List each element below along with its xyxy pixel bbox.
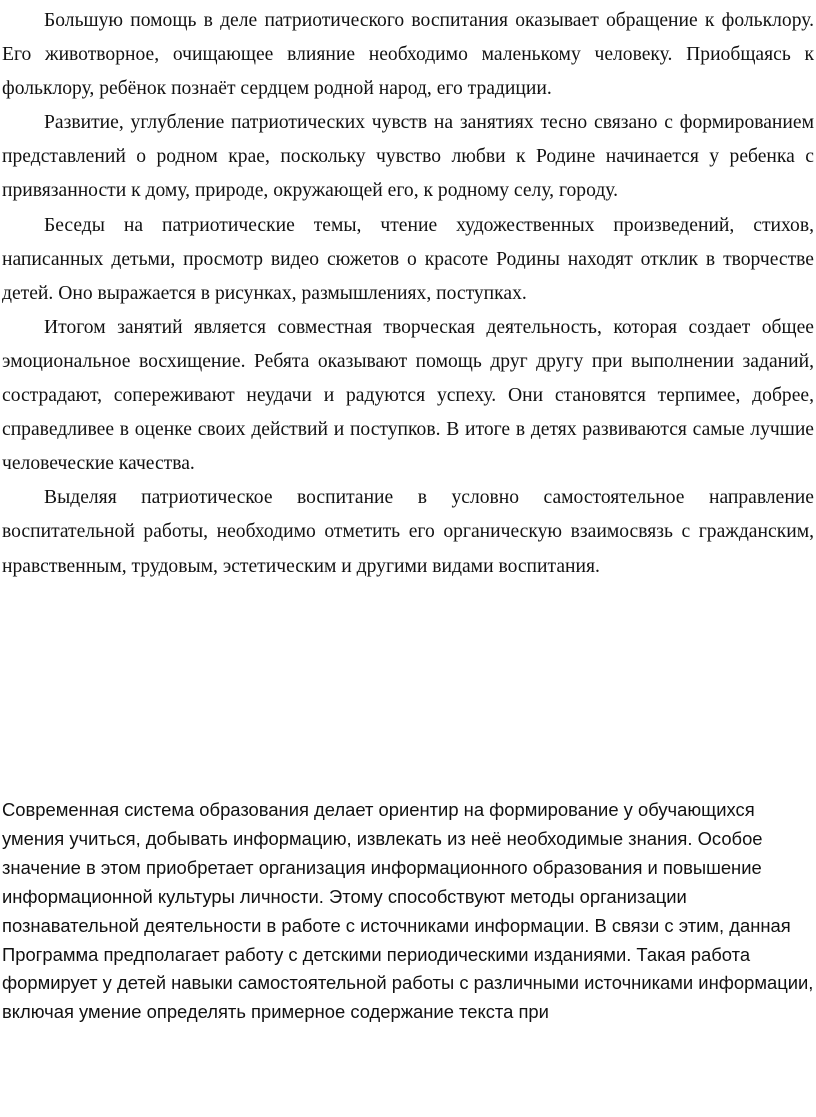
- paragraph-folklore: Большую помощь в деле патриотического воспитания оказывает обращение к фольклору. Его животворное, очищающее влияние необходимо маленькому человеку. Приобщаясь к фольклору, ребёнок познаёт сердцем родной народ, его традиции.: [2, 10, 814, 100]
- paragraph-education-system: Современная система образования делает ориентир на формирование у обучающихся умения учиться, добывать информацию, извлекать из неё необходимые знания. Особое значение в этом приобретает организация информационного образования и повышение информационной культуры личности. Этому способствуют методы организации познавательной деятельности в работе с источниками информации. В связи с этим, данная Программа предполагает работу с детскими периодическими изданиями. Такая работа формирует у детей навыки самостоятельной работы с различными источниками информации, включая умение определять примерное содержание текста при: [2, 799, 814, 1023]
- paragraph-patriotic-feelings: Развитие, углубление патриотических чувств на занятиях тесно связано с формированием представлений о родном крае, поскольку чувство любви к Родине начинается у ребенка с привязанности к дому, природе, окружающей его, к родному селу, городу.: [2, 112, 814, 202]
- paragraph-results: Итогом занятий является совместная творческая деятельность, которая создает общее эмоциональное восхищение. Ребята оказывают помощь друг другу при выполнении заданий, сострадают, сопереживают неудачи и радуются успеху. Они становятся терпимее, добрее, справедливее в оценке своих действий и поступков. В итоге в детях развиваются самые лучшие человеческие качества.: [2, 316, 814, 475]
- paragraph-conversations: Беседы на патриотические темы, чтение художественных произведений, стихов, написанных детьми, просмотр видео сюжетов о красоте Родины находят отклик в творчестве детей. Оно выражается в рисунках, размышлениях, поступках.: [2, 214, 814, 304]
- document-body: [2, 4, 814, 584]
- paragraph-interrelation: Выделяя патриотическое воспитание в условно самостоятельное направление воспитательной работы, необходимо отметить его органическую взаимосвязь с гражданским, нравственным, трудовым, эстетическим и другими видами воспитания.: [2, 487, 814, 577]
- closing-section: [2, 796, 814, 1027]
